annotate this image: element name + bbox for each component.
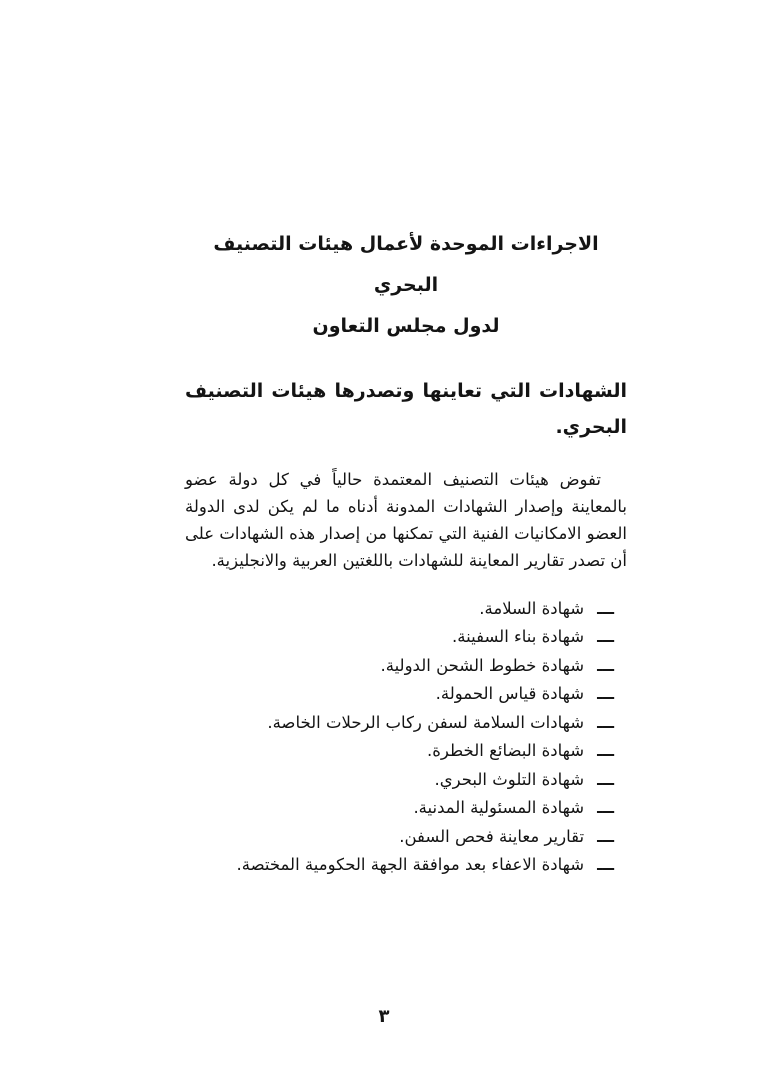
list-item bbox=[185, 680, 614, 709]
list-item bbox=[185, 652, 614, 681]
list-item bbox=[185, 737, 614, 766]
certificate-text: شهادة قياس الحمولة. bbox=[435, 684, 585, 704]
list-item bbox=[185, 709, 614, 738]
certificate-text: شهادة خطوط الشحن الدولية. bbox=[380, 655, 585, 675]
certificate-text: شهادات السلامة لسفن ركاب الرحلات الخاصة. bbox=[267, 712, 585, 732]
list-item bbox=[185, 794, 614, 823]
dash-bullet: ـــ bbox=[597, 769, 614, 789]
list-item bbox=[185, 623, 614, 652]
dash-bullet: ـــ bbox=[597, 655, 614, 675]
dash-bullet: ـــ bbox=[597, 598, 614, 618]
dash-bullet: ـــ bbox=[597, 826, 614, 846]
dash-bullet: ـــ bbox=[597, 855, 614, 875]
page-content bbox=[185, 0, 627, 880]
title-line-2: لدول مجلس التعاون bbox=[312, 314, 500, 337]
certificate-text: شهادة الاعفاء بعد موافقة الجهة الحكومية المختصة. bbox=[236, 855, 585, 875]
certificate-text: شهادة بناء السفينة. bbox=[452, 627, 585, 647]
certificates-list bbox=[185, 595, 627, 880]
certificate-text: تقارير معاينة فحص السفن. bbox=[399, 826, 585, 846]
dash-bullet: ـــ bbox=[597, 741, 614, 761]
list-item bbox=[185, 851, 614, 880]
certificate-text: شهادة المسئولية المدنية. bbox=[413, 798, 585, 818]
certificate-text: شهادة التلوث البحري. bbox=[434, 769, 585, 789]
list-item bbox=[185, 823, 614, 852]
dash-bullet: ـــ bbox=[597, 627, 614, 647]
document-title bbox=[185, 224, 627, 347]
heading-line-2: البحري. bbox=[555, 415, 627, 438]
title-line-1: الاجراءات الموحدة لأعمال هيئات التصنيف البحري bbox=[213, 233, 599, 296]
dash-bullet: ـــ bbox=[597, 712, 614, 732]
intro-paragraph: تفوض هيئات التصنيف المعتمدة حالياً في كل دولة عضو بالمعاينة وإصدار الشهادات المدونة أدناه ما لم يكن لدى الدولة العضو الامكانيات الفنية التي تمكنها من إصدار هذه الشهادات على أن تصدر تقارير المعاينة للشهادات باللغتين العربية والانجليزية. bbox=[185, 469, 627, 570]
certificate-text: شهادة السلامة. bbox=[479, 598, 585, 618]
list-item bbox=[185, 595, 614, 624]
section-heading bbox=[185, 373, 627, 445]
page-number: ٣ bbox=[378, 1006, 390, 1027]
dash-bullet: ـــ bbox=[597, 684, 614, 704]
list-item bbox=[185, 766, 614, 795]
heading-line-1: الشهادات التي تعاينها وتصدرها هيئات التصنيف bbox=[185, 379, 627, 402]
certificate-text: شهادة البضائع الخطرة. bbox=[427, 741, 585, 761]
dash-bullet: ـــ bbox=[597, 798, 614, 818]
